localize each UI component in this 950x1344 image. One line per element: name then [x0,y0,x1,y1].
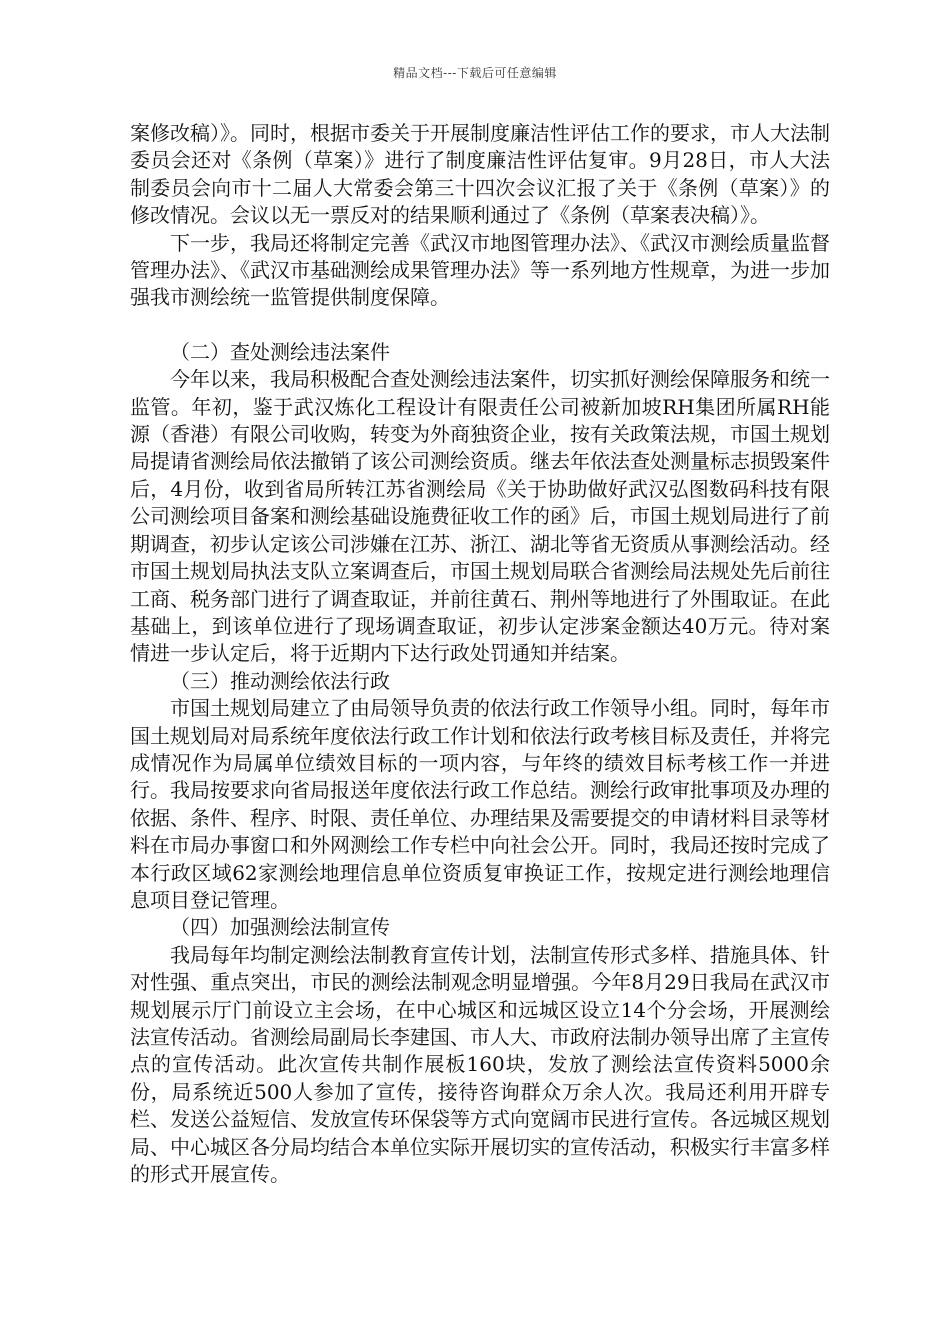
document-body [130,120,830,1188]
paragraph-continuation: 案修改稿）》。同时，根据市委关于开展制度廉洁性评估工作的要求，市人大法制委员会还对《条例（草案）》进行了制度廉洁性评估复审。9月28日，市人大法制委员会向市十二届人大常委会第三十四次会议汇报了关于《条例（草案）》的修改情况。会议以无一票反对的结果顺利通过了《条例（草案表决稿）》。 [130,121,830,228]
paragraph-section-3: 市国土规划局建立了由局领导负责的依法行政工作领导小组。同时，每年市国土规划局对局系统年度依法行政工作计划和依法行政考核目标及责任，并将完成情况作为局属单位绩效目标的一项内容，与年终的绩效目标考核工作一并进行。我局按要求向省局报送年度依法行政工作总结。测绘行政审批事项及办理的依据、条件、程序、时限、责任单位、办理结果及需要提交的申请材料目录等材料在市局办事窗口和外网测绘工作专栏中向社会公开。同时，我局还按时完成了本行政区域62家测绘地理信息单位资质复审换证工作，按规定进行测绘地理信息项目登记管理。 [130,696,830,912]
page-header: 精品文档---下载后可任意编辑 [393,66,557,80]
paragraph-next-steps: 下一步，我局还将制定完善《武汉市地图管理办法》、《武汉市测绘质量监督管理办法》、《武汉市基础测绘成果管理办法》等一系列地方性规章，为进一步加强我市测绘统一监管提供制度保障。 [130,230,830,310]
section-heading-3: （三）推动测绘依法行政 [170,668,390,693]
section-heading-4: （四）加强测绘法制宣传 [170,915,390,940]
paragraph-section-2: 今年以来，我局积极配合查处测绘违法案件，切实抓好测绘保障服务和统一监管。年初，鉴于武汉炼化工程设计有限责任公司被新加坡RH集团所属RH能源（香港）有限公司收购，转变为外商独资企业，按有关政策法规，市国土规划局提请省测绘局依法撤销了该公司测绘资质。继去年依法查处测量标志损毁案件后，4月份，收到省局所转江苏省测绘局《关于协助做好武汉弘图数码科技有限公司测绘项目备案和测绘基础设施费征收工作的函》后，市国土规划局进行了前期调查，初步认定该公司涉嫌在江苏、浙江、湖北等省无资质从事测绘活动。经市国土规划局执法支队立案调查后，市国土规划局联合省测绘局法规处先后前往工商、税务部门进行了调查取证，并前往黄石、荆州等地进行了外围取证。在此基础上，到该单位进行了现场调查取证，初步认定涉案金额达40万元。待对案情进一步认定后，将于近期内下达行政处罚通知并结案。 [130,367,830,666]
paragraph-section-4: 我局每年均制定测绘法制教育宣传计划，法制宣传形式多样、措施具体、针对性强、重点突出，市民的测绘法制观念明显增强。今年8月29日我局在武汉市规划展示厅门前设立主会场，在中心城区和远城区设立14个分会场，开展测绘法宣传活动。省测绘局副局长李建国、市人大、市政府法制办领导出席了主宣传点的宣传活动。此次宣传共制作展板160块，发放了测绘法宣传资料5000余份，局系统近500人参加了宣传，接待咨询群众万余人次。我局还利用开辟专栏、发送公益短信、发放宣传环保袋等方式向宽阔市民进行宣传。各远城区规划局、中心城区各分局均结合本单位实际开展切实的宣传活动，积极实行丰富多样的形式开展宣传。 [130,942,830,1187]
section-heading-2: （二）查处测绘违法案件 [170,339,390,364]
paragraph-spacer [130,312,830,339]
